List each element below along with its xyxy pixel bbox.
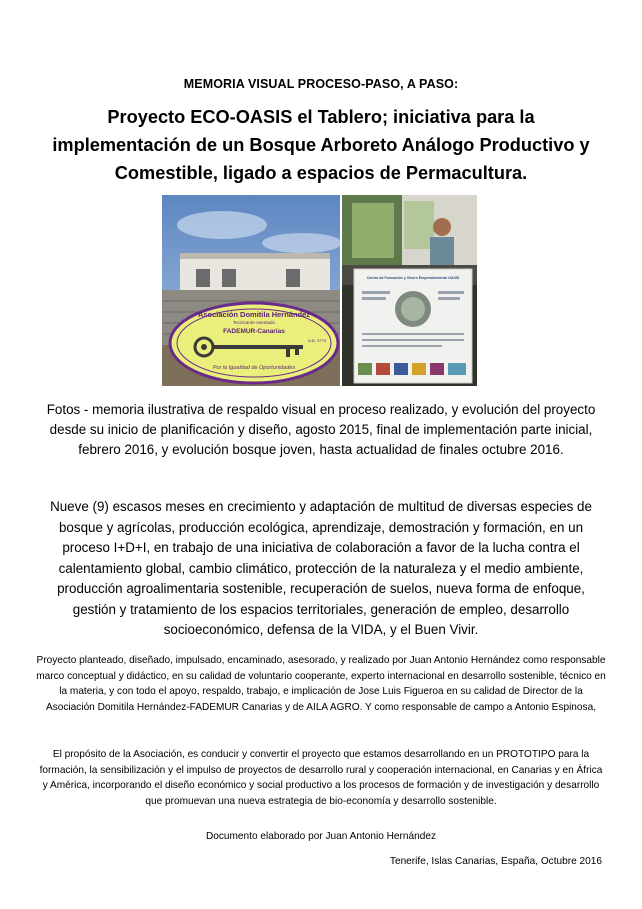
author-line: Documento elaborado por Juan Antonio Hernández <box>205 831 437 842</box>
classroom-photo-graphic <box>342 195 477 386</box>
document-title: Proyecto ECO-OASIS el Tablero; iniciativa para la implementación de un Bosque Arboreto Análogo Productivo y Comestible, ligado a espacios de Permacultura. <box>52 107 590 183</box>
growth-paragraph: Nueve (9) escasos meses en crecimiento y adaptación de multitud de diversas especies de bosque y agrícolas, producción ecológica, aprendizaje, demostración y formación, en un proceso I+D+I, en trabajo de una iniciativa de colaboración a favor de la lucha contra el calentamiento global, cambio climático, protección de la naturaleza y el medio ambiente, producción agroalimentaria sostenible, recuperación de suelos, nueva forma de enfoque, gestión y tratamiento de los espacios territoriales, generación de empleo, desarrollo socioeconómico, defensa de la VIDA, y el Buen Vivir. <box>50 499 592 637</box>
logo-association-sub: Tecnicante-Asentado <box>232 320 276 325</box>
logo-fademur-label: FADEMUR-Canarias <box>223 328 285 335</box>
photo-caption: Fotos - memoria ilustrativa de respaldo visual en proceso realizado, y evolución del proyecto desde su inicio de planificación y diseño, agosto 2015, final de implementación parte inicial, febrero 2016, y evolución bosque joven, hasta actualidad de finales octubre 2016. <box>46 402 596 457</box>
building-photo-graphic <box>162 195 340 386</box>
place-date-line: Tenerife, Islas Canarias, España, Octubre 2016 <box>389 856 602 867</box>
logo-motto: Por la Igualdad de Oportunidades <box>212 365 296 371</box>
poster-title: Centro de Formación y Vivero Emprendimiento OASIS <box>366 276 460 280</box>
logo-registry-number: N.B. 3779 <box>308 338 326 343</box>
photo-classroom-poster <box>342 195 477 386</box>
purpose-paragraph: El propósito de la Asociación, es conducir y convertir el proyecto que estamos desarrollando en un PROTOTIPO para la formación, la sensibilización y el impulso de proyectos de desarrollo rural y cooperación internacional, en Canarias y en África y América, incorporando el diseño económico y social productivo a los procesos de formación y de investigación y desarrollo que promuevan una nueva estrategia de bio-economía y desarrollo sostenible. <box>39 749 603 807</box>
photo-collage <box>162 195 477 386</box>
photo-building-logo <box>162 195 340 386</box>
document-kicker: MEMORIA VISUAL PROCESO-PASO, A PASO: <box>183 77 459 91</box>
logo-association-name: Asociación Domitila Hernández <box>197 310 311 319</box>
credits-paragraph: Proyecto planteado, diseñado, impulsado, encaminado, asesorado, y realizado por Juan Antonio Hernández como responsable marco conceptual y didáctico, en su calidad de voluntario cooperante, experto internacional en desarrollo sostenible, técnico en la materia, y con todo el apoyo, respaldo, trabajo, e implicación de Jose Luis Figueroa en su calidad de Director de la Asociación Domitila Hernández-FADEMUR Canarias y de AILA AGRO. Y como responsable de campo a Antonio Espinosa, <box>36 655 606 713</box>
